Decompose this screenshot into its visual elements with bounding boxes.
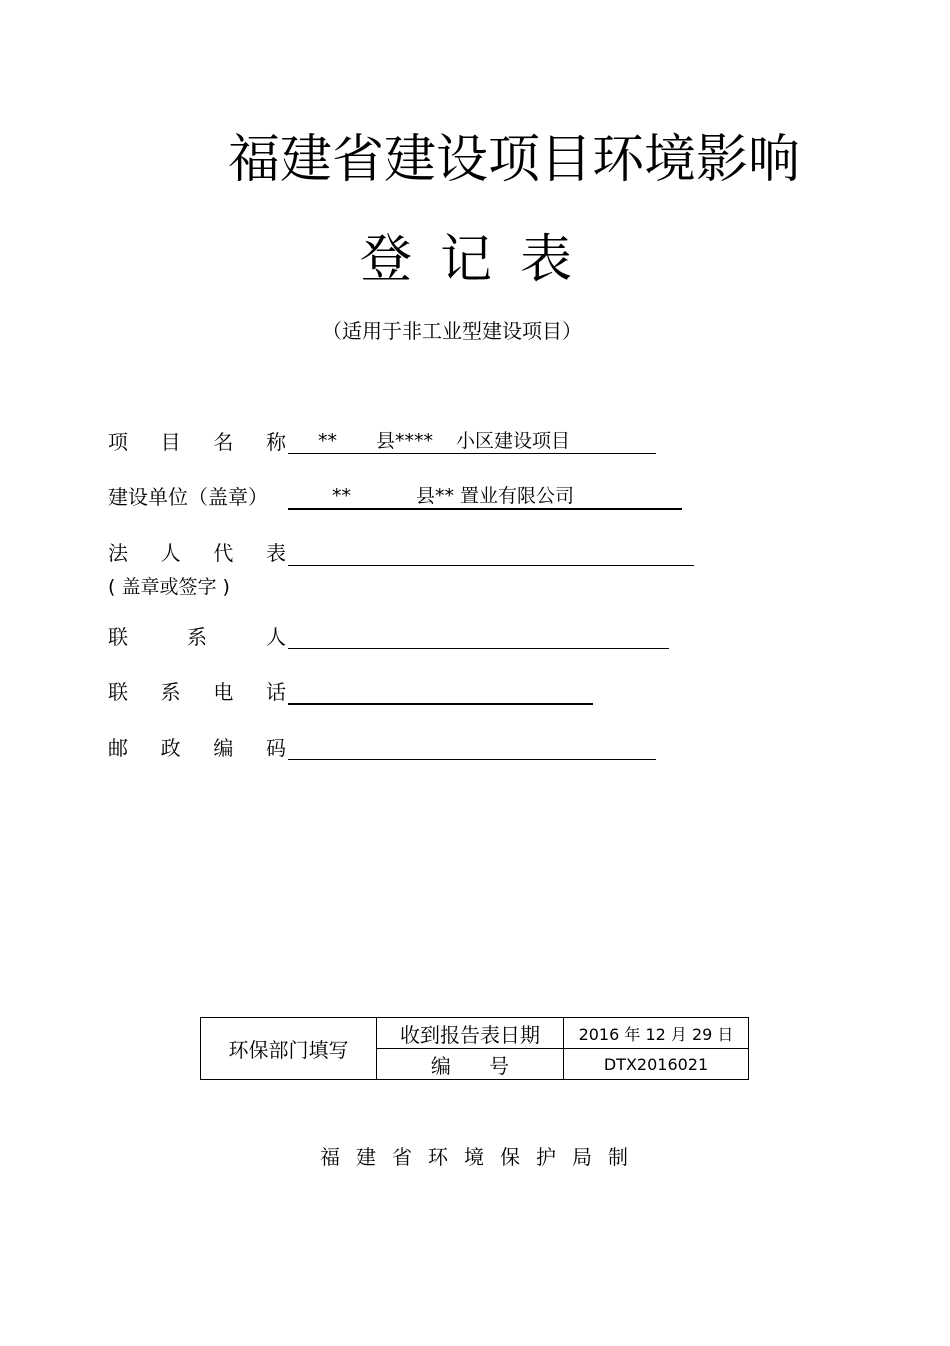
postcode-label-text: 邮政编码 <box>108 736 286 760</box>
postcode-underline[interactable] <box>288 759 656 760</box>
phone-underline[interactable] <box>288 703 593 705</box>
unit-label: 建设单位（盖章） <box>108 485 268 509</box>
project-name-value-part2[interactable]: 县**** <box>376 430 434 452</box>
postcode-label <box>108 735 286 761</box>
project-name-label-text: 项目名称 <box>108 430 286 454</box>
unit-underline <box>288 508 682 510</box>
project-name-label <box>108 429 286 455</box>
legal-rep-sublabel: ( 盖章或签字 ) <box>108 576 230 598</box>
project-name-value-part1[interactable]: ** <box>318 430 337 452</box>
document-applicability-note: （适用于非工业型建设项目） <box>322 319 582 343</box>
date-received-value[interactable]: 2016 年 12 月 29 日 <box>564 1018 749 1049</box>
contact-label-text: 联系人 <box>108 625 286 649</box>
serial-number-value[interactable]: DTX2016021 <box>564 1049 749 1080</box>
serial-number-label: 编 号 <box>377 1049 564 1080</box>
unit-value-part2[interactable]: 县** 置业有限公司 <box>416 485 575 507</box>
legal-rep-label-text: 法人代表 <box>108 541 286 565</box>
issuing-authority: 福建省环境保护局制 <box>320 1145 644 1169</box>
project-name-value-part3[interactable]: 小区建设项目 <box>456 430 571 452</box>
legal-rep-label <box>108 540 286 566</box>
phone-label <box>108 679 286 705</box>
document-subtitle: 登记表 <box>360 230 601 290</box>
contact-underline[interactable] <box>288 648 669 649</box>
contact-label <box>108 624 286 650</box>
project-name-underline <box>288 453 656 454</box>
unit-value-part1[interactable]: ** <box>332 485 351 507</box>
office-section-label: 环保部门填写 <box>201 1018 377 1080</box>
document-title: 福建省建设项目环境影响 <box>228 130 801 190</box>
phone-label-text: 联系电话 <box>108 680 286 704</box>
date-received-label: 收到报告表日期 <box>377 1018 564 1049</box>
office-use-table <box>200 1017 749 1080</box>
legal-rep-underline[interactable] <box>288 565 694 566</box>
